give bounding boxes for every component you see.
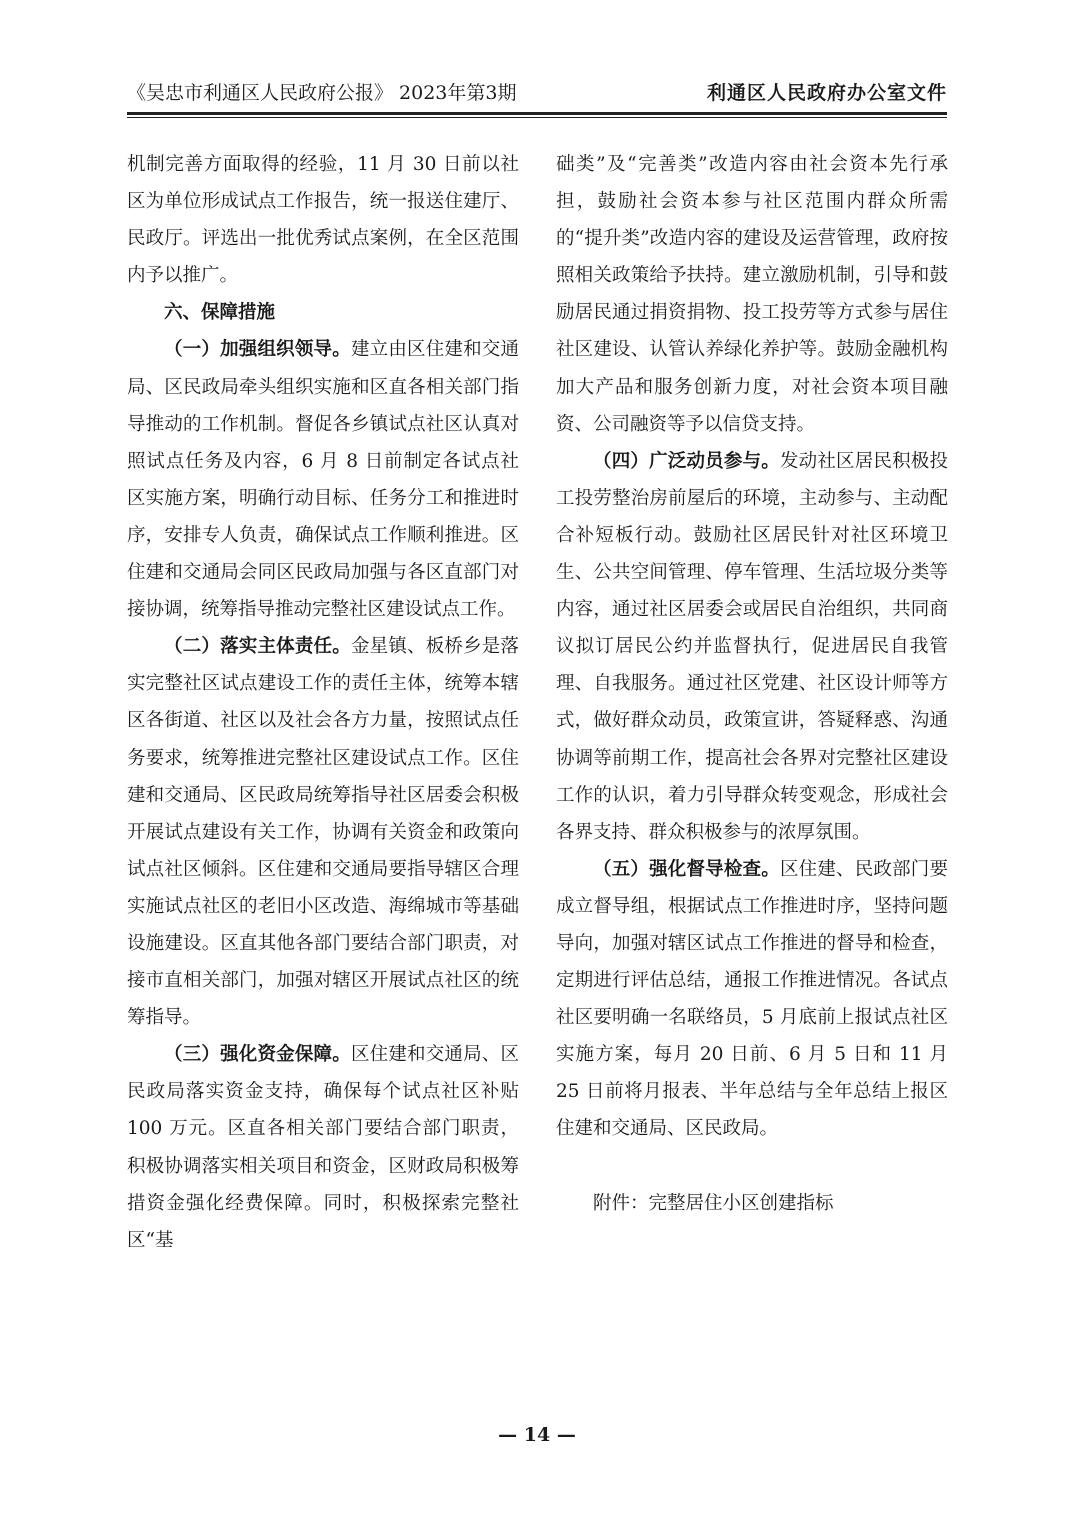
paragraph-continued: 础类”及“完善类”改造内容由社会资本先行承担，鼓励社会资本参与社区范围内群众所需的“提升类”改造内容的建设及运营管理，政府按照相关政策给予扶持。建立激励机制，引导和鼓励居民通过捐资捐物、投工投劳等方式参与居住社区建设、认管认养绿化养护等。鼓励金融机构加大产品和服务创新力度，对社会资本项目融资、公司融资等予以信贷支持。 — [556, 154, 948, 435]
paragraph-continued: 机制完善方面取得的经验，11 月 30 日前以社区为单位形成试点工作报告，统一报送住建厅、民政厅。评选出一批优秀试点案例，在全区范围内予以推广。 — [127, 154, 519, 287]
paragraph-lead: （五）强化督导检查。 — [593, 858, 780, 880]
publication-title: 《吴忠市利通区人民政府公报》 2023年第3期 — [127, 82, 517, 104]
paragraph-funding — [127, 1036, 519, 1259]
paragraph-body: 金星镇、板桥乡是落实完整社区试点建设工作的责任主体，统筹本辖区各街道、社区以及社会各方力量，按照试点任务要求，统筹推进完整社区建设试点工作。区住建和交通局、区民政局统筹指导社区居委会积极开展试点建设有关工作，协调有关资金和政策向试点社区倾斜。区住建和交通局要指导辖区合理实施试点社区的老旧小区改造、海绵城市等基础设施建设。区直其他各部门要结合部门职责，对接市直相关部门，加强对辖区开展试点社区的统筹指导。 — [127, 636, 519, 1029]
paragraph-lead: （二）落实主体责任。 — [164, 636, 351, 658]
paragraph-lead: （一）加强组织领导。 — [164, 339, 351, 361]
paragraph-body: 建立由区住建和交通局、区民政局牵头组织实施和区直各相关部门指导推动的工作机制。督促各乡镇试点社区认真对照试点任务及内容，6 月 8 日前制定各试点社区实施方案，明确行动目标、任务分工和推进时序，安排专人负责，确保试点工作顺利推进。区住建和交通局会同区民政局加强与各区直部门对接协调，统筹指导推动完整社区建设试点工作。 — [127, 339, 519, 621]
paragraph-mobilization — [556, 443, 948, 851]
page-header — [127, 78, 947, 108]
right-column — [556, 146, 948, 1222]
section-heading: 六、保障措施 — [164, 302, 276, 324]
attachment-note: 附件：完整居住小区创建指标 — [593, 1192, 834, 1214]
header-rule-thin — [127, 117, 947, 118]
paragraph-lead: （三）强化资金保障。 — [164, 1044, 351, 1066]
header-rule-thick — [127, 112, 947, 115]
issuer-title: 利通区人民政府办公室文件 — [706, 82, 947, 104]
paragraph-supervision — [556, 851, 948, 1148]
paragraph-responsibility — [127, 628, 519, 1036]
paragraph-body: 区住建、民政部门要成立督导组，根据试点工作推进时序，坚持问题导向，加强对辖区试点工作推进的督导和检查，定期进行评估总结，通报工作推进情况。各试点社区要明确一名联络员，5 月底前上报试点社区实施方案，每月 20 日前、6 月 5 日和 11 月 25 日前将月报表、半年总结与全年总结上报区住建和交通局、区民政局。 — [556, 858, 948, 1140]
paragraph-lead: （四）广泛动员参与。 — [593, 450, 780, 472]
paragraph-body: 发动社区居民积极投工投劳整治房前屋后的环境，主动参与、主动配合补短板行动。鼓励社区居民针对社区环境卫生、公共空间管理、停车管理、生活垃圾分类等内容，通过社区居委会或居民自治组织，共同商议拟订居民公约并监督执行，促进居民自我管理、自我服务。通过社区党建、社区设计师等方式，做好群众动员，政策宣讲，答疑释惑、沟通协调等前期工作，提高社会各界对完整社区建设工作的认识，着力引导群众转变观念，形成社会各界支持、群众积极参与的浓厚氛围。 — [556, 450, 948, 843]
left-column — [127, 146, 519, 1259]
page-number: — 14 — — [498, 1424, 576, 1446]
paragraph-body: 区住建和交通局、区民政局落实资金支持，确保每个试点社区补贴100 万元。区直各相关部门要结合部门职责，积极协调落实相关项目和资金，区财政局积极筹措资金强化经费保障。同时，积极探索完整社区“基 — [127, 1044, 519, 1251]
paragraph-organization — [127, 331, 519, 628]
